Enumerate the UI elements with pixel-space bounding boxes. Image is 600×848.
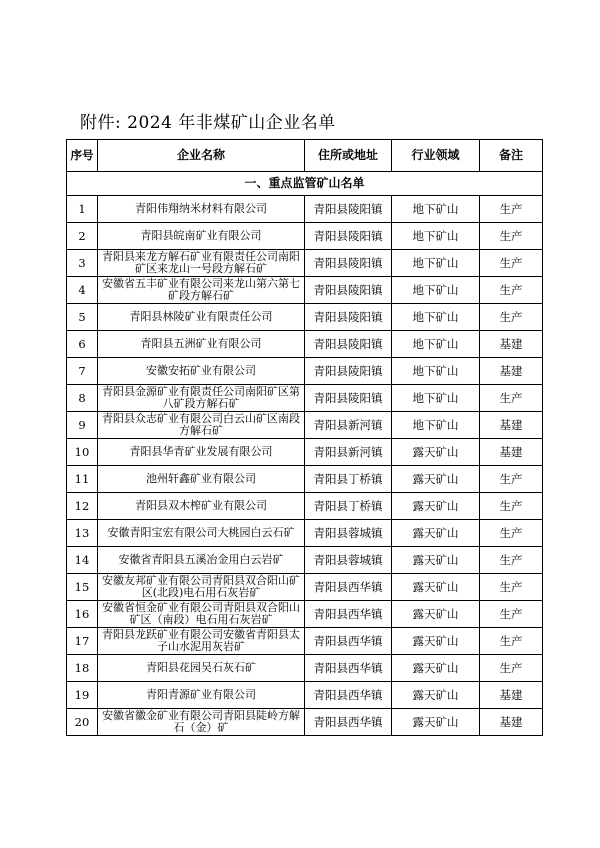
cell-name: 青阳县龙跃矿业有限公司安徽省青阳县太子山水泥用灰岩矿 [98, 628, 305, 655]
cell-industry: 露天矿山 [392, 493, 480, 520]
cell-address: 青阳县西华镇 [305, 682, 392, 709]
cell-industry: 露天矿山 [392, 547, 480, 574]
table-row [67, 304, 543, 331]
table-row [67, 385, 543, 412]
cell-remark: 基建 [480, 439, 543, 466]
cell-seq: 20 [67, 709, 98, 736]
cell-remark: 生产 [480, 547, 543, 574]
cell-name: 青阳县五洲矿业有限公司 [98, 331, 305, 358]
table-row [67, 466, 543, 493]
cell-remark: 生产 [480, 277, 543, 304]
cell-industry: 露天矿山 [392, 520, 480, 547]
cell-address: 青阳县陵阳镇 [305, 196, 392, 223]
cell-name: 青阳县双木榨矿业有限公司 [98, 493, 305, 520]
cell-name: 青阳伟翔纳米材料有限公司 [98, 196, 305, 223]
cell-industry: 地下矿山 [392, 223, 480, 250]
cell-remark: 生产 [480, 628, 543, 655]
cell-remark: 基建 [480, 412, 543, 439]
cell-seq: 13 [67, 520, 98, 547]
table-row [67, 331, 543, 358]
cell-seq: 4 [67, 277, 98, 304]
table-row [67, 358, 543, 385]
cell-industry: 地下矿山 [392, 304, 480, 331]
cell-name: 青阳县来龙方解石矿业有限责任公司南阳矿区来龙山一号段方解石矿 [98, 250, 305, 277]
cell-seq: 17 [67, 628, 98, 655]
cell-address: 青阳县陵阳镇 [305, 277, 392, 304]
cell-name: 青阳县众志矿业有限公司白云山矿区南段方解石矿 [98, 412, 305, 439]
section-row [67, 172, 543, 196]
cell-name: 青阳县林陵矿业有限责任公司 [98, 304, 305, 331]
cell-industry: 地下矿山 [392, 358, 480, 385]
cell-remark: 基建 [480, 358, 543, 385]
table-row [67, 223, 543, 250]
table-row [67, 628, 543, 655]
table-row [67, 412, 543, 439]
cell-seq: 6 [67, 331, 98, 358]
cell-address: 青阳县西华镇 [305, 628, 392, 655]
cell-seq: 8 [67, 385, 98, 412]
cell-industry: 露天矿山 [392, 682, 480, 709]
cell-seq: 9 [67, 412, 98, 439]
cell-address: 青阳县西华镇 [305, 709, 392, 736]
cell-remark: 生产 [480, 223, 543, 250]
cell-seq: 15 [67, 574, 98, 601]
cell-address: 青阳县陵阳镇 [305, 358, 392, 385]
cell-remark: 生产 [480, 466, 543, 493]
table-row [67, 439, 543, 466]
table-row [67, 520, 543, 547]
cell-name: 安徽省恒金矿业有限公司青阳县双合阳山矿区（南段）电石用石灰岩矿 [98, 601, 305, 628]
cell-industry: 地下矿山 [392, 331, 480, 358]
table-header-row [67, 140, 543, 172]
cell-seq: 5 [67, 304, 98, 331]
cell-remark: 生产 [480, 520, 543, 547]
cell-remark: 基建 [480, 331, 543, 358]
cell-name: 安徽省青阳县五溪冶金用白云岩矿 [98, 547, 305, 574]
cell-address: 青阳县蓉城镇 [305, 547, 392, 574]
cell-name: 安徽友邦矿业有限公司青阳县双合阳山矿区(北段)电石用石灰岩矿 [98, 574, 305, 601]
cell-remark: 生产 [480, 385, 543, 412]
header-seq: 序号 [67, 140, 98, 172]
cell-name: 青阳县花园吴石灰石矿 [98, 655, 305, 682]
cell-industry: 地下矿山 [392, 250, 480, 277]
cell-remark: 生产 [480, 655, 543, 682]
cell-seq: 7 [67, 358, 98, 385]
table-row [67, 196, 543, 223]
cell-name: 青阳青源矿业有限公司 [98, 682, 305, 709]
cell-name: 池州轩鑫矿业有限公司 [98, 466, 305, 493]
cell-seq: 18 [67, 655, 98, 682]
cell-name: 安徽省五丰矿业有限公司来龙山第六第七矿段方解石矿 [98, 277, 305, 304]
cell-seq: 14 [67, 547, 98, 574]
page-title: 附件: 2024 年非煤矿山企业名单 [80, 113, 336, 133]
table-row [67, 601, 543, 628]
header-name: 企业名称 [98, 140, 305, 172]
cell-name: 安徽青阳宝宏有限公司大桃园白云石矿 [98, 520, 305, 547]
table-row [67, 250, 543, 277]
cell-remark: 生产 [480, 493, 543, 520]
cell-address: 青阳县西华镇 [305, 574, 392, 601]
cell-industry: 露天矿山 [392, 601, 480, 628]
cell-name: 安徽安拓矿业有限公司 [98, 358, 305, 385]
cell-address: 青阳县新河镇 [305, 439, 392, 466]
cell-industry: 地下矿山 [392, 277, 480, 304]
cell-name: 青阳县皖南矿业有限公司 [98, 223, 305, 250]
cell-remark: 生产 [480, 574, 543, 601]
cell-remark: 生产 [480, 196, 543, 223]
table-row [67, 277, 543, 304]
cell-address: 青阳县丁桥镇 [305, 493, 392, 520]
cell-name: 青阳县华青矿业发展有限公司 [98, 439, 305, 466]
table-row [67, 574, 543, 601]
cell-address: 青阳县陵阳镇 [305, 223, 392, 250]
cell-address: 青阳县陵阳镇 [305, 304, 392, 331]
table-row [67, 493, 543, 520]
cell-industry: 地下矿山 [392, 385, 480, 412]
header-industry: 行业领域 [392, 140, 480, 172]
cell-remark: 基建 [480, 682, 543, 709]
cell-address: 青阳县蓉城镇 [305, 520, 392, 547]
header-remark: 备注 [480, 140, 543, 172]
cell-industry: 露天矿山 [392, 439, 480, 466]
cell-seq: 2 [67, 223, 98, 250]
cell-name: 青阳县金源矿业有限责任公司南阳矿区第八矿段方解石矿 [98, 385, 305, 412]
cell-address: 青阳县新河镇 [305, 412, 392, 439]
cell-seq: 1 [67, 196, 98, 223]
cell-address: 青阳县西华镇 [305, 655, 392, 682]
cell-name: 安徽省徽金矿业有限公司青阳县陡岭方解石（金）矿 [98, 709, 305, 736]
table-row [67, 655, 543, 682]
enterprise-table [66, 139, 543, 736]
cell-seq: 10 [67, 439, 98, 466]
cell-seq: 3 [67, 250, 98, 277]
cell-address: 青阳县陵阳镇 [305, 385, 392, 412]
cell-industry: 地下矿山 [392, 196, 480, 223]
cell-address: 青阳县西华镇 [305, 601, 392, 628]
header-address: 住所或地址 [305, 140, 392, 172]
cell-remark: 生产 [480, 250, 543, 277]
cell-address: 青阳县陵阳镇 [305, 331, 392, 358]
cell-seq: 11 [67, 466, 98, 493]
table-row [67, 682, 543, 709]
cell-industry: 露天矿山 [392, 574, 480, 601]
section-title: 一、重点监管矿山名单 [67, 172, 543, 196]
cell-address: 青阳县丁桥镇 [305, 466, 392, 493]
cell-industry: 露天矿山 [392, 466, 480, 493]
cell-remark: 生产 [480, 304, 543, 331]
cell-industry: 露天矿山 [392, 628, 480, 655]
cell-seq: 12 [67, 493, 98, 520]
cell-seq: 19 [67, 682, 98, 709]
cell-industry: 露天矿山 [392, 709, 480, 736]
table-row [67, 547, 543, 574]
table-row [67, 709, 543, 736]
cell-industry: 地下矿山 [392, 412, 480, 439]
cell-address: 青阳县陵阳镇 [305, 250, 392, 277]
cell-seq: 16 [67, 601, 98, 628]
cell-industry: 露天矿山 [392, 655, 480, 682]
cell-remark: 生产 [480, 601, 543, 628]
cell-remark: 基建 [480, 709, 543, 736]
